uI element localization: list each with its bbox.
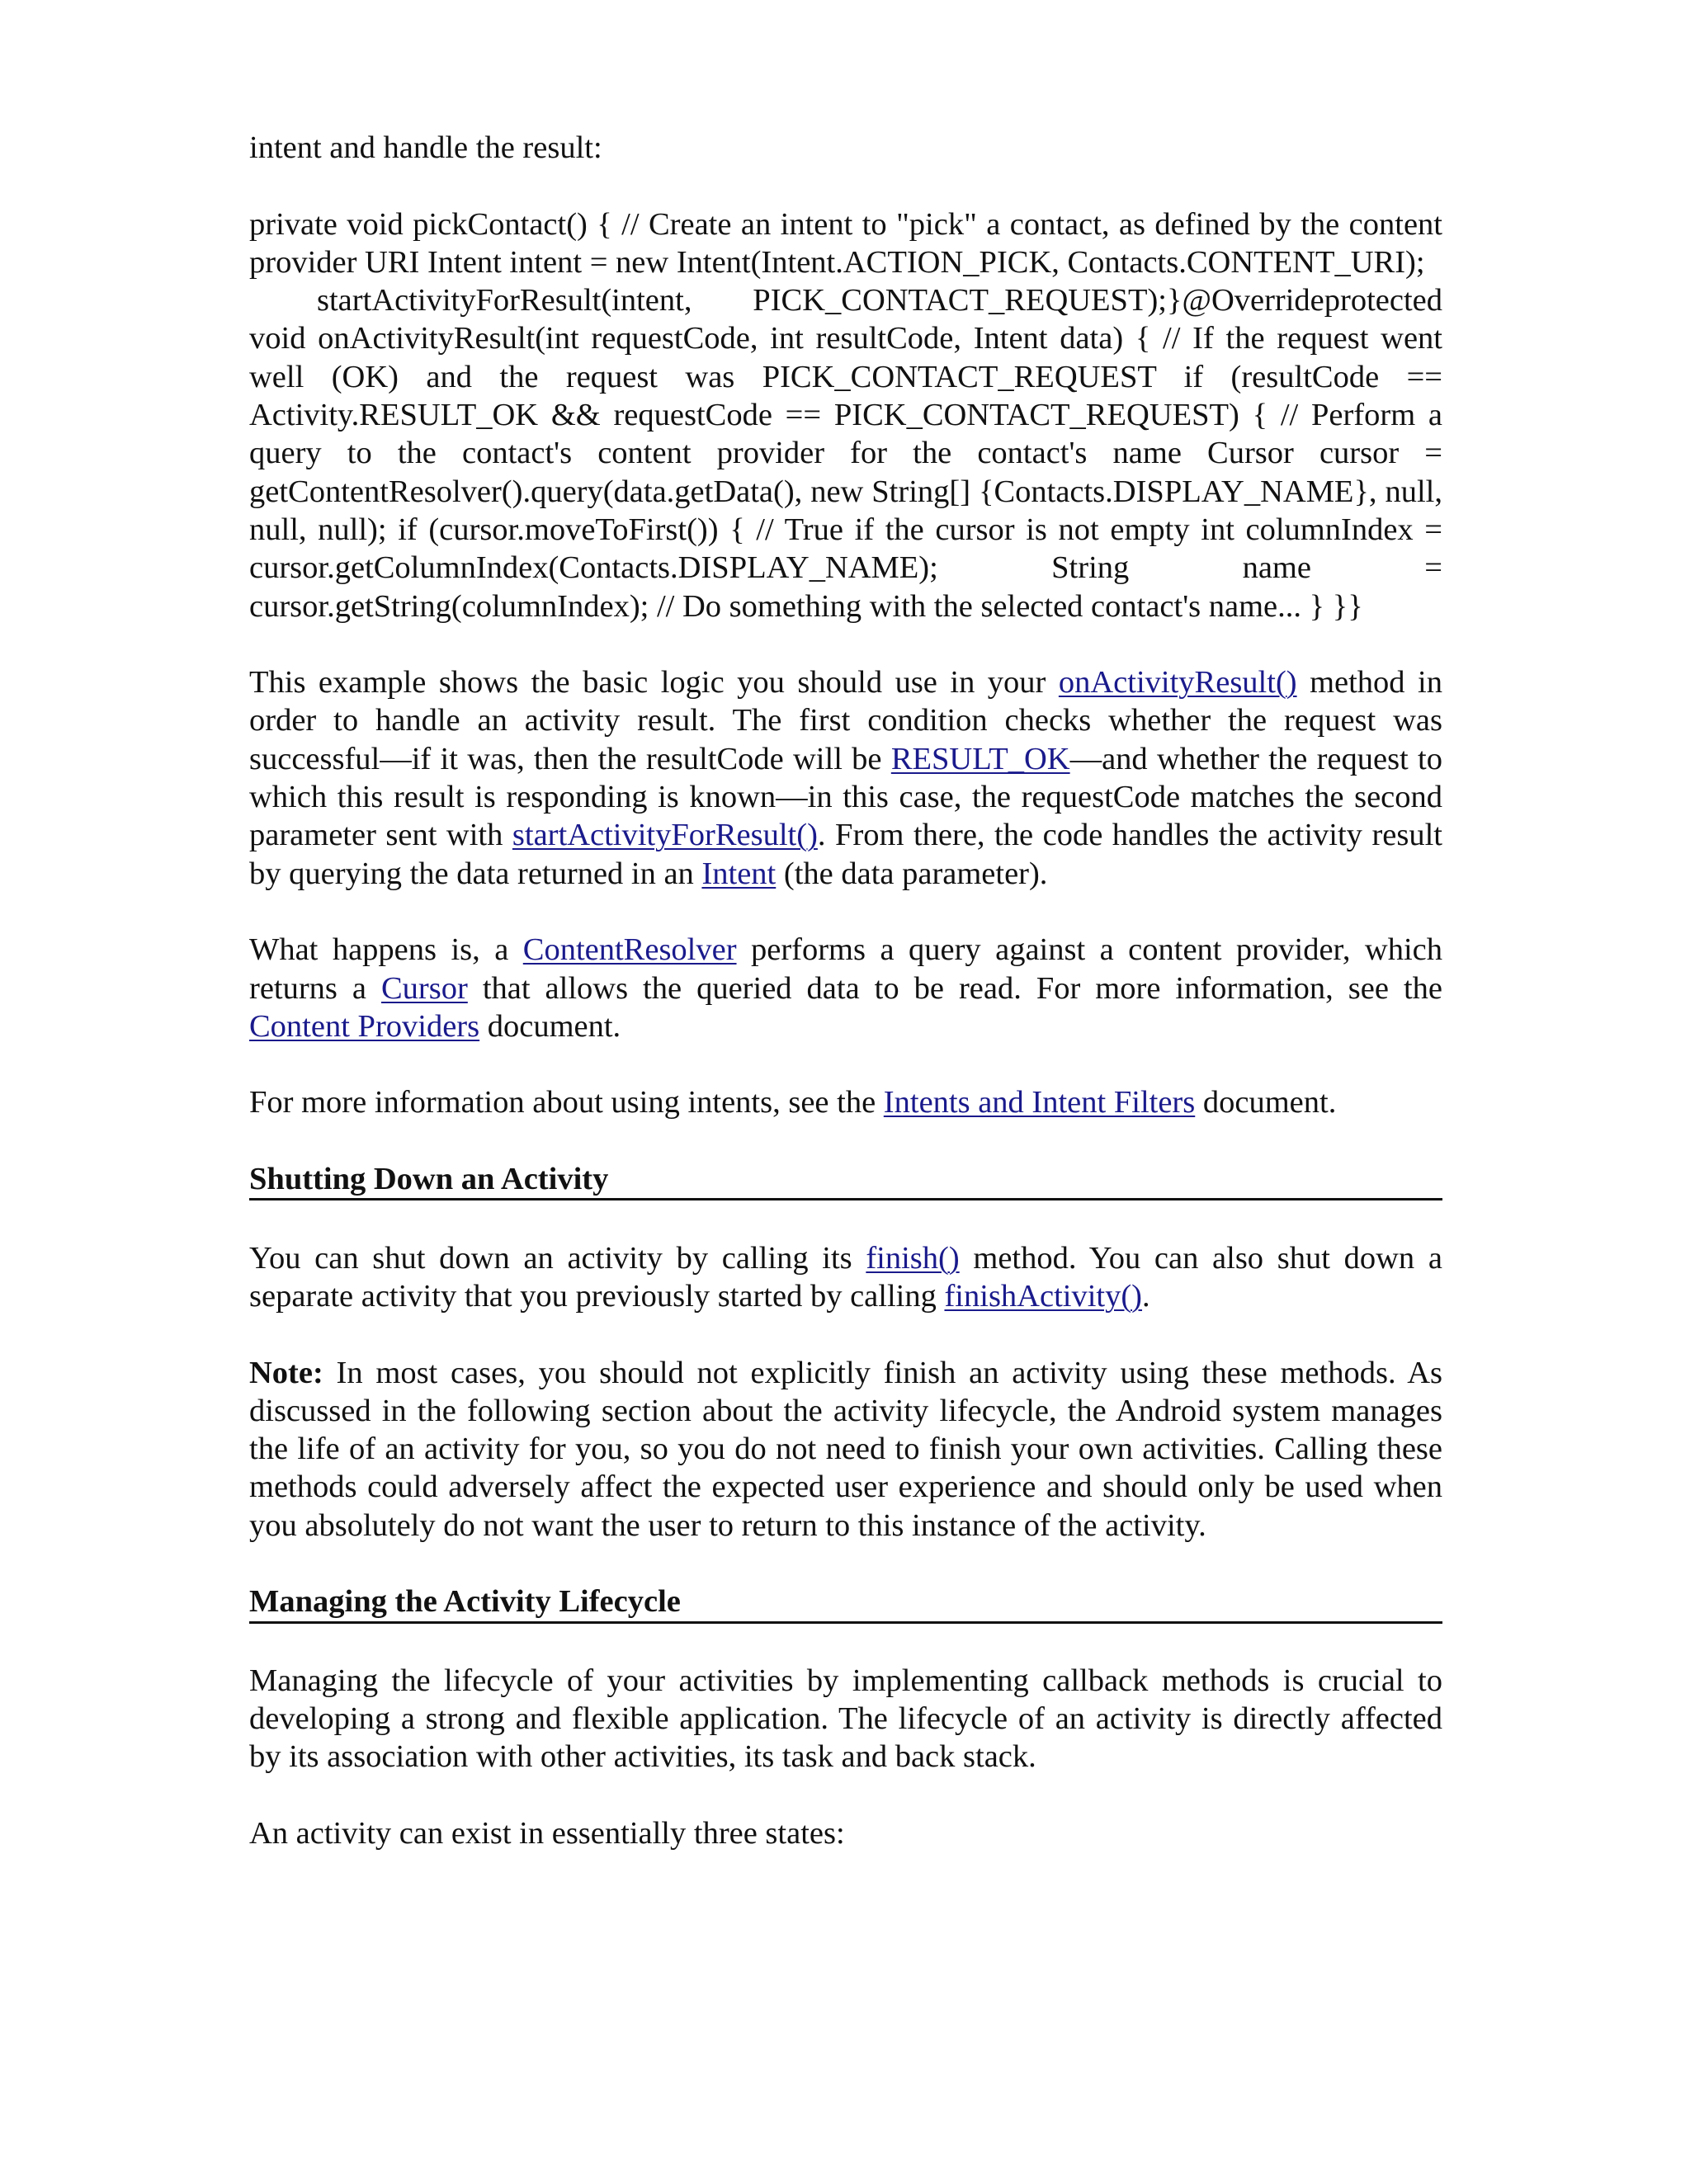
- link-content-providers[interactable]: Content Providers: [249, 1008, 480, 1044]
- link-finish[interactable]: finish(): [866, 1240, 960, 1276]
- paragraph-finish: You can shut down an activity by calling its finish() method. You can also shut down a separate activity that you previously started by calling finishActivity().: [249, 1240, 1442, 1314]
- document-page: [249, 129, 1442, 1891]
- link-cursor[interactable]: Cursor: [381, 970, 468, 1006]
- note-text: In most cases, you should not explicitly finish an activity using these methods. As discussed in the following section about the activity lifecycle, the Android system manages the life of an activity for you, so you do not need to finish your own activities. Calling these methods could adversely affect the expected user experience and should only be used when you absolutely do not want the user to return to this instance of the activity.: [249, 1355, 1442, 1543]
- link-intent[interactable]: Intent: [701, 856, 777, 891]
- intro-text: intent and handle the result:: [249, 130, 602, 165]
- link-intents-and-intent-filters[interactable]: Intents and Intent Filters: [883, 1085, 1196, 1120]
- code-line-2: startActivityForResult(intent, PICK_CONTACT_REQUEST);}@Overrideprotected void onActivityResult(int requestCode, int resultCode, Intent data) { // If the request went well (OK) and the request was PICK_CONTACT_REQUEST if (resultCode == Activity.RESULT_OK && requestCode == PICK_CONTACT_REQUEST) { // Perform a query to the contact's content provider for the contact's name Cursor cursor = getContentResolver().query(data.getData(), new String[] {Contacts.DISPLAY_NAME}, null, null, null); if (cursor.moveToFirst()) { // True if the cursor is not empty int columnIndex = cursor.getColumnIndex(Contacts.DISPLAY_NAME); String name = cursor.getString(columnIndex); // Do something with the selected contact's name... } }}: [249, 283, 1442, 624]
- paragraph-note: [249, 1354, 1442, 1545]
- paragraph-content-resolver: What happens is, a ContentResolver performs a query against a content provider, which returns a Cursor that allows the queried data to be read. For more information, see the Content Providers document.: [249, 932, 1442, 1044]
- heading-managing-lifecycle: Managing the Activity Lifecycle: [249, 1583, 1442, 1623]
- paragraph-lifecycle: Managing the lifecycle of your activities by implementing callback methods is crucial to developing a strong and flexible application. The lifecycle of an activity is directly affected by its association with other activities, its task and back stack.: [249, 1663, 1442, 1775]
- note-label: Note:: [249, 1355, 323, 1390]
- paragraph-activity-result: This example shows the basic logic you should use in your onActivityResult() method in order to handle an activity result. The first condition checks whether the request was successful—if it was, then the resultCode will be RESULT_OK—and whether the request to which this result is responding is known—in this case, the requestCode matches the second parameter sent with startActivityForResult(). From there, the code handles the activity result by querying the data returned in an Intent (the data parameter).: [249, 665, 1442, 891]
- heading-shutting-down: Shutting Down an Activity: [249, 1160, 1442, 1200]
- code-block: [249, 205, 1442, 625]
- link-contentresolver[interactable]: ContentResolver: [522, 932, 737, 968]
- link-result-ok[interactable]: RESULT_OK: [890, 741, 1070, 776]
- link-startactivityforresult[interactable]: startActivityForResult(): [512, 818, 818, 853]
- link-finishactivity[interactable]: finishActivity(): [944, 1278, 1143, 1314]
- paragraph-three-states: An activity can exist in essentially three states:: [249, 1816, 845, 1851]
- paragraph-intents-info: For more information about using intents, see the Intents and Intent Filters document.: [249, 1085, 1337, 1120]
- code-line-1: private void pickContact() { // Create an intent to "pick" a contact, as defined by the content provider URI Intent intent = new Intent(Intent.ACTION_PICK, Contacts.CONTENT_URI);: [249, 206, 1442, 280]
- link-onactivityresult[interactable]: onActivityResult(): [1058, 665, 1297, 700]
